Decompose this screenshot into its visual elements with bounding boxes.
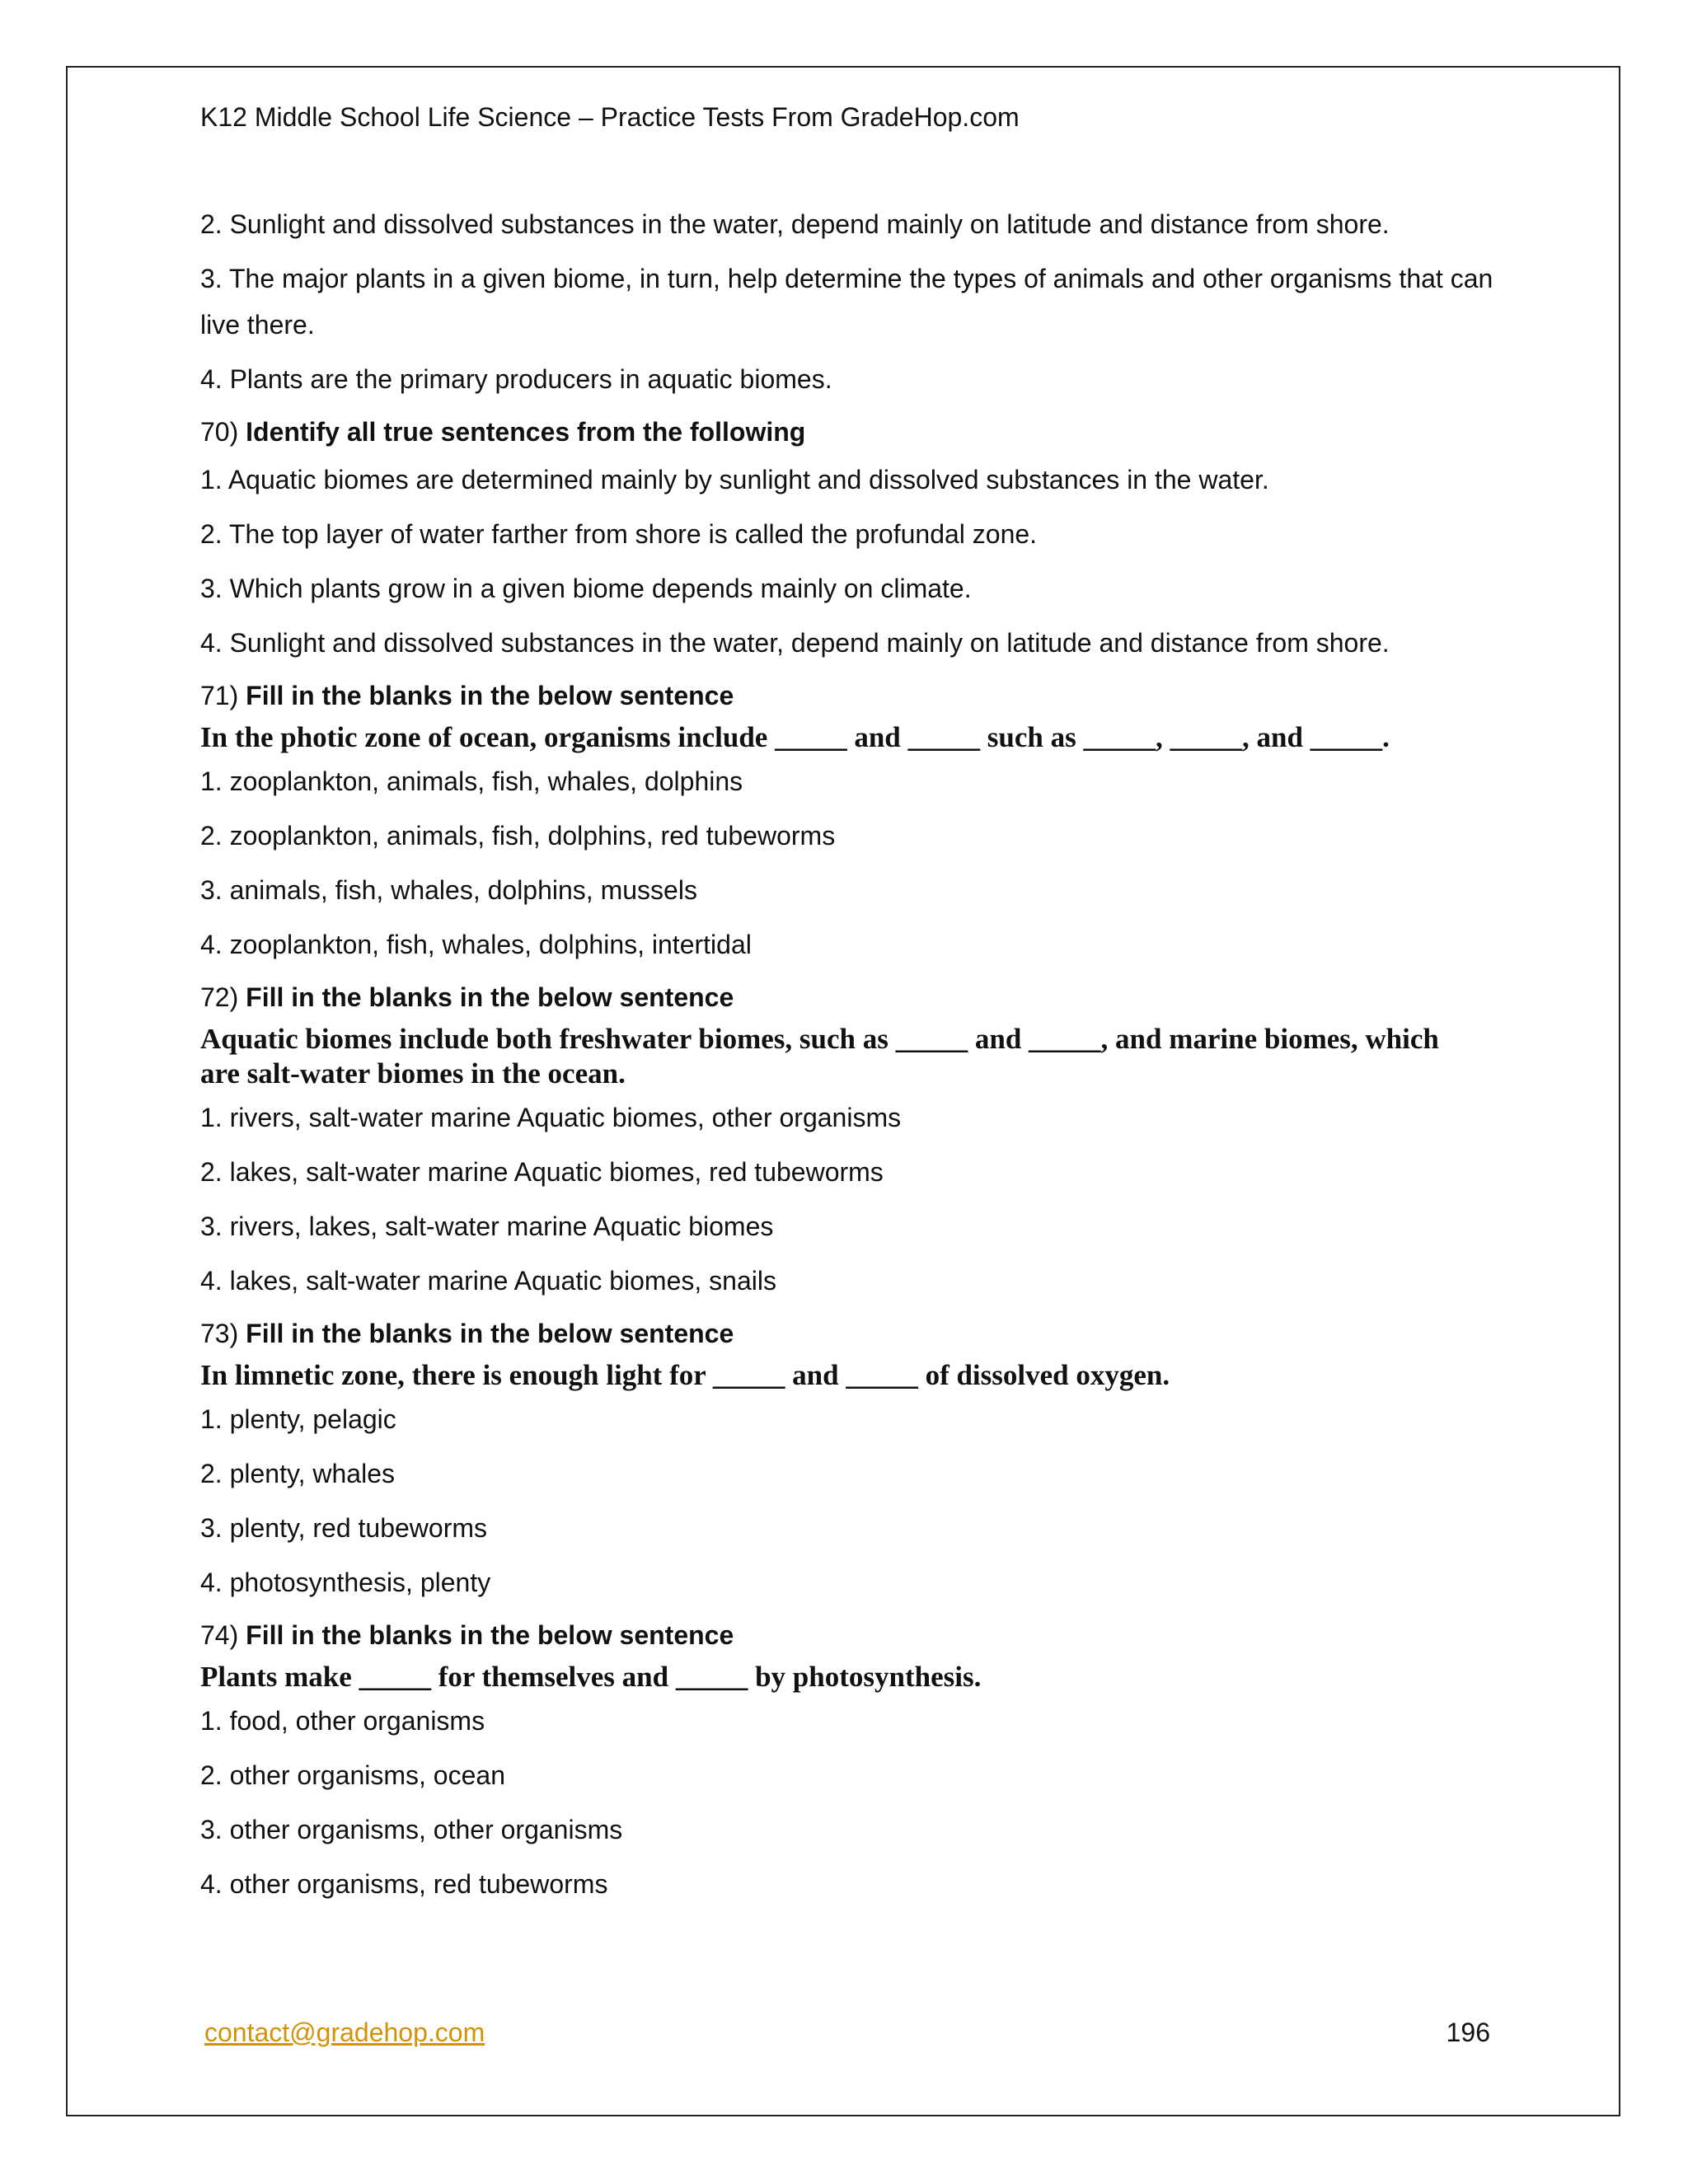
question-74-stem: Plants make _____ for themselves and _____ by photosynthesis. [200,1661,982,1693]
question-70-option-2: 2. The top layer of water farther from shore is called the profundal zone. [200,519,1038,549]
question-70-option-1: 1. Aquatic biomes are determined mainly by sunlight and dissolved substances in the water. [200,465,1269,494]
question-number: 74) [200,1620,239,1650]
question-71-option-1: 1. zooplankton, animals, fish, whales, dolphins [200,766,743,796]
question-instruction: Identify all true sentences from the following [246,417,806,447]
question-71-option-2: 2. zooplankton, animals, fish, dolphins, red tubeworms [200,821,836,851]
question-number: 72) [200,982,239,1012]
question-71-stem: In the photic zone of ocean, organisms include _____ and _____ such as _____, _____, and _____. [200,721,1390,753]
question-72-option-1: 1. rivers, salt-water marine Aquatic biomes, other organisms [200,1103,902,1132]
question-74-option-3: 3. other organisms, other organisms [200,1815,623,1844]
contact-email-link[interactable]: contact@gradehop.com [204,2018,485,2047]
question-instruction: Fill in the blanks in the below sentence [246,1620,734,1650]
question-73-option-3: 3. plenty, red tubeworms [200,1513,488,1543]
question-instruction: Fill in the blanks in the below sentence [246,681,734,710]
question-74-option-1: 1. food, other organisms [200,1706,485,1736]
question-74-option-4: 4. other organisms, red tubeworms [200,1869,608,1899]
page-content [200,201,1519,1915]
question-70-heading [200,410,1519,453]
page-header: K12 Middle School Life Science – Practice Tests From GradeHop.com [200,102,1020,132]
question-73-heading [200,1312,1519,1355]
question-number: 73) [200,1319,239,1348]
carryover-option-4: 4. Plants are the primary producers in aquatic biomes. [200,364,832,394]
question-72-stem: Aquatic biomes include both freshwater biomes, such as _____ and _____, and marine biomes, which are salt-water biomes in the ocean. [200,1023,1439,1090]
carryover-option-2: 2. Sunlight and dissolved substances in the water, depend mainly on latitude and distance from shore. [200,209,1390,239]
question-72-option-3: 3. rivers, lakes, salt-water marine Aquatic biomes [200,1212,774,1241]
question-73-option-1: 1. plenty, pelagic [200,1404,396,1434]
question-73-stem: In limnetic zone, there is enough light for _____ and _____ of dissolved oxygen. [200,1359,1170,1391]
question-number: 70) [200,417,239,447]
question-72-option-4: 4. lakes, salt-water marine Aquatic biomes, snails [200,1266,776,1296]
page-number: 196 [1446,2018,1490,2047]
question-74-option-2: 2. other organisms, ocean [200,1760,505,1790]
question-71-option-4: 4. zooplankton, fish, whales, dolphins, intertidal [200,930,752,959]
question-74-heading [200,1614,1519,1657]
question-72-option-2: 2. lakes, salt-water marine Aquatic biomes, red tubeworms [200,1157,884,1187]
question-instruction: Fill in the blanks in the below sentence [246,1319,734,1348]
question-number: 71) [200,681,239,710]
carryover-option-3: 3. The major plants in a given biome, in turn, help determine the types of animals and other organisms that can live there. [200,264,1493,340]
question-instruction: Fill in the blanks in the below sentence [246,982,734,1012]
question-71-option-3: 3. animals, fish, whales, dolphins, mussels [200,875,697,905]
question-72-heading [200,976,1519,1019]
question-70-option-4: 4. Sunlight and dissolved substances in the water, depend mainly on latitude and distance from shore. [200,628,1390,658]
question-71-heading [200,674,1519,717]
question-73-option-4: 4. photosynthesis, plenty [200,1568,491,1597]
question-70-option-3: 3. Which plants grow in a given biome depends mainly on climate. [200,574,972,603]
question-73-option-2: 2. plenty, whales [200,1459,395,1488]
